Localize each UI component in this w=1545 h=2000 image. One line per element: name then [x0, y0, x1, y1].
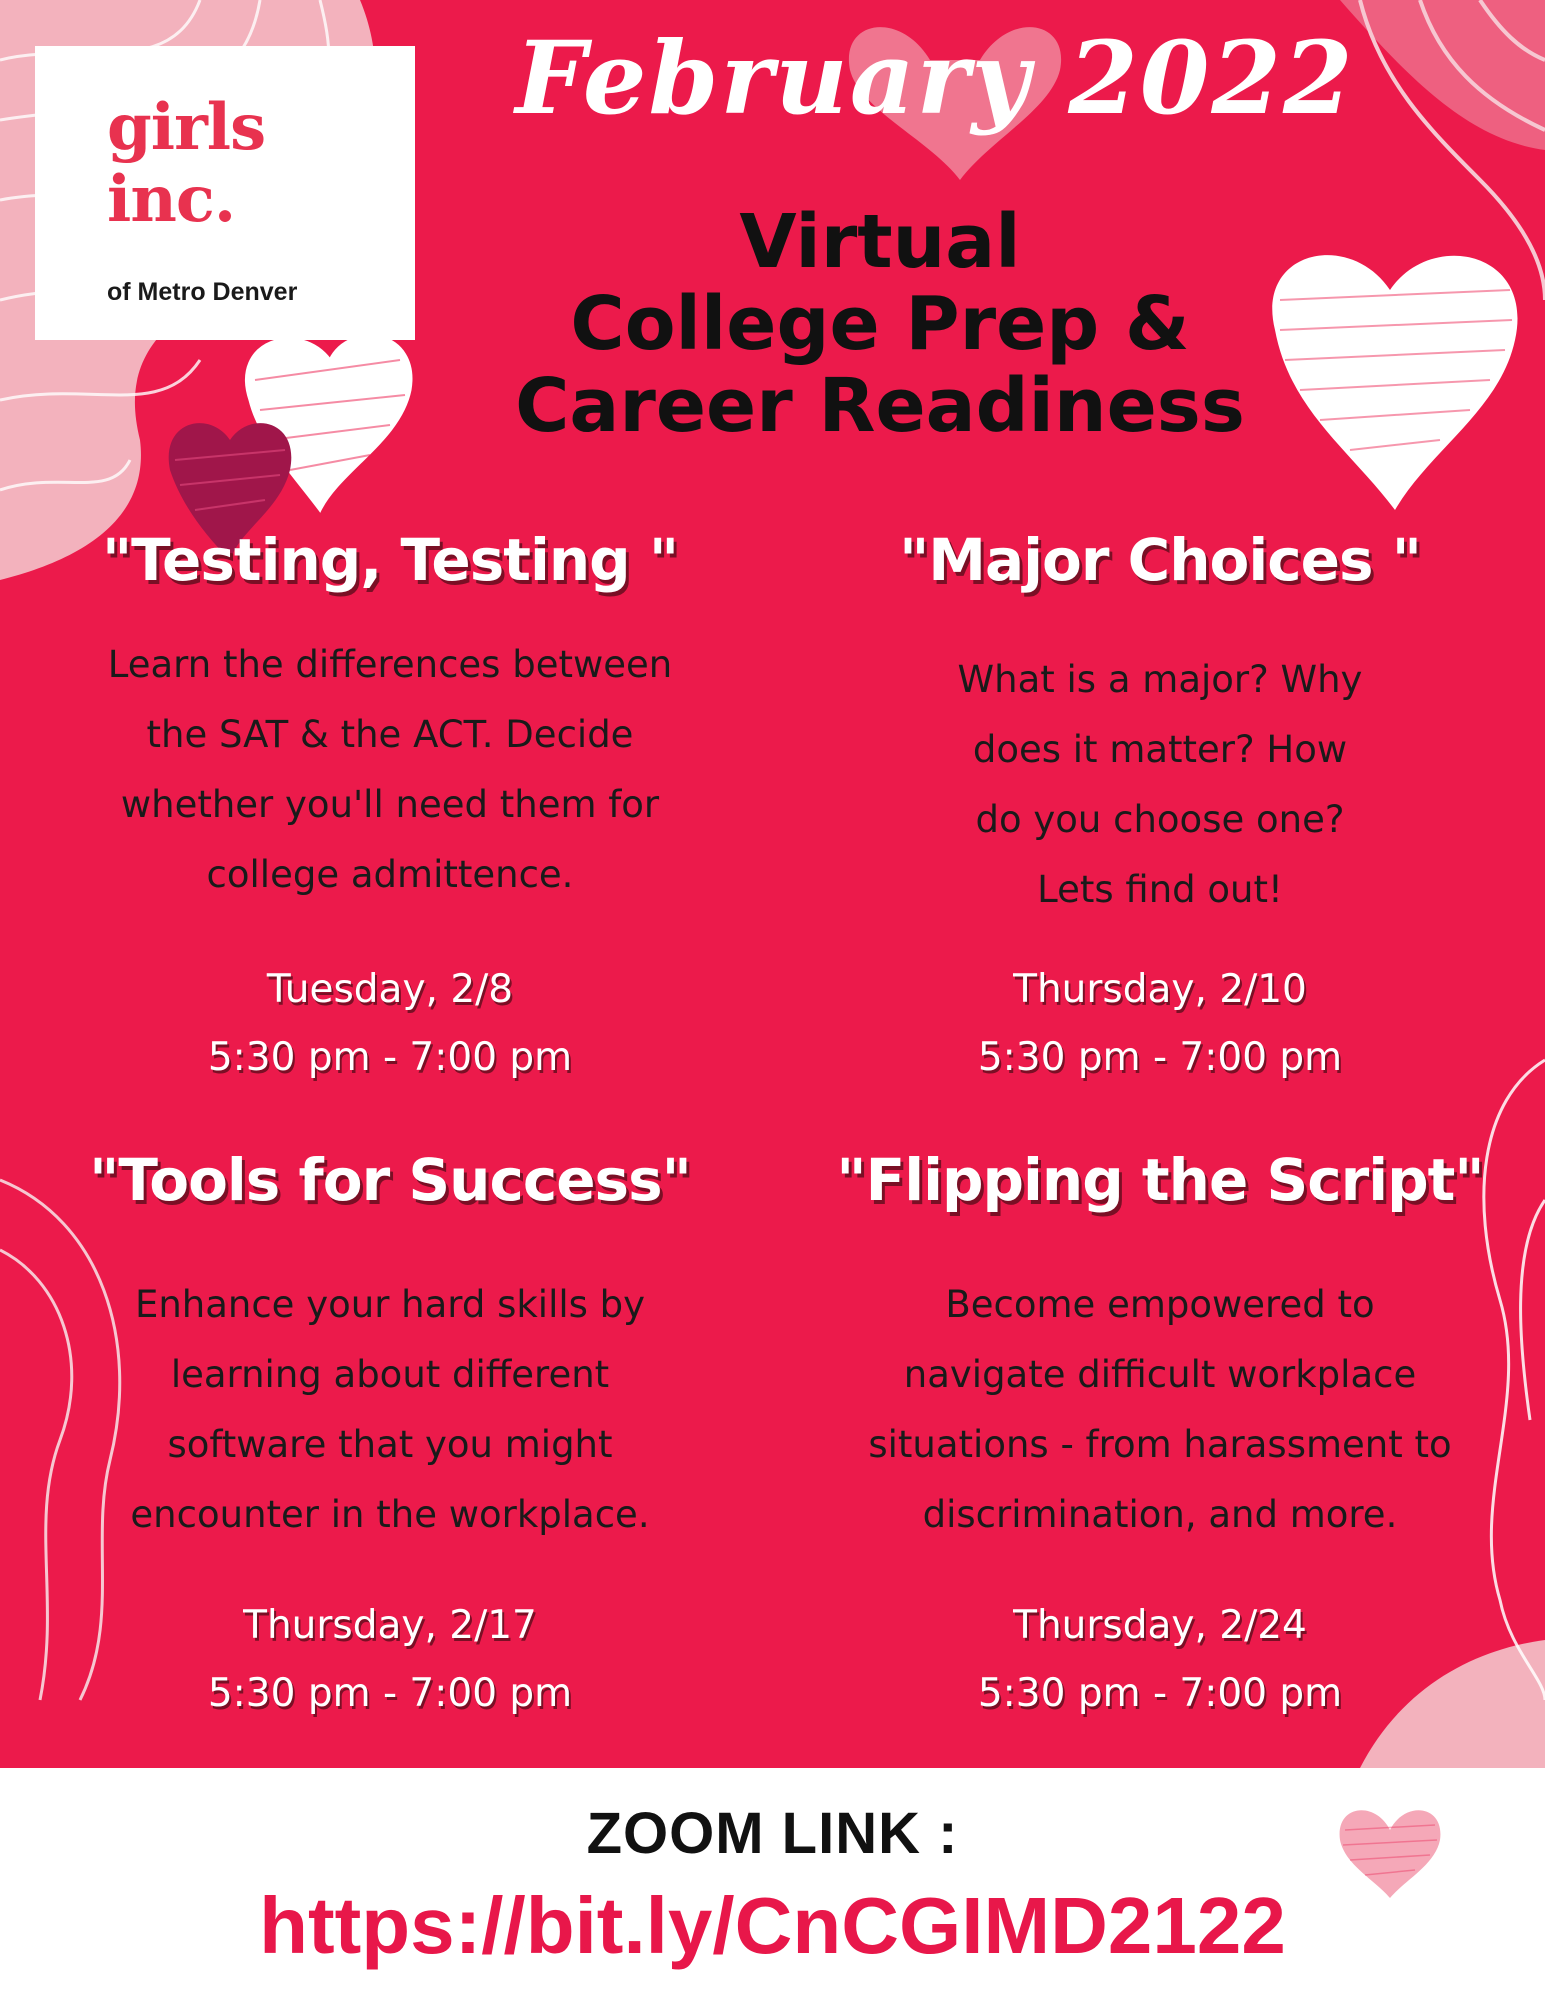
event-description-major-choices: What is a major? Why does it matter? How do you choose one? Lets find out! [957, 658, 1363, 911]
event-title-major-choices: "Major Choices " [899, 526, 1421, 594]
logo-location-text: of Metro Denver [107, 278, 298, 306]
logo-inc-text: inc. [107, 162, 236, 237]
event-date-tools-for-success: Thursday, 2/17 5:30 pm - 7:00 pm [207, 1603, 573, 1716]
logo [35, 46, 415, 340]
event-date-testing: Tuesday, 2/8 5:30 pm - 7:00 pm [207, 967, 573, 1080]
event-title-testing: "Testing, Testing " [101, 526, 679, 594]
event-date-flipping-the-script: Thursday, 2/24 5:30 pm - 7:00 pm [977, 1603, 1343, 1716]
logo-girls-text: girls [107, 90, 266, 165]
event-description-flipping-the-script: Become empowered to navigate difficult workplace situations - from harassment to discrimination, and more. [868, 1283, 1452, 1536]
heart-icon [1335, 1800, 1445, 1900]
subtitle-line-2: College Prep & [570, 281, 1190, 367]
zoom-link-url[interactable]: https://bit.ly/CnCGIMD2122 [259, 1881, 1286, 1970]
page-title: February 2022 [515, 19, 1355, 137]
event-description-tools-for-success: Enhance your hard skills by learning about different software that you might encounter in the workplace. [130, 1283, 650, 1536]
zoom-link-label: ZOOM LINK : [586, 1801, 959, 1866]
subtitle-line-1: Virtual [739, 199, 1021, 285]
event-title-tools-for-success: "Tools for Success" [89, 1146, 691, 1214]
event-title-flipping-the-script: "Flipping the Script" [836, 1146, 1484, 1214]
subtitle-line-3: Career Readiness [515, 363, 1245, 449]
event-date-major-choices: Thursday, 2/10 5:30 pm - 7:00 pm [977, 967, 1343, 1080]
event-description-testing: Learn the differences between the SAT & the ACT. Decide whether you'll need them for college admittence. [107, 643, 673, 896]
